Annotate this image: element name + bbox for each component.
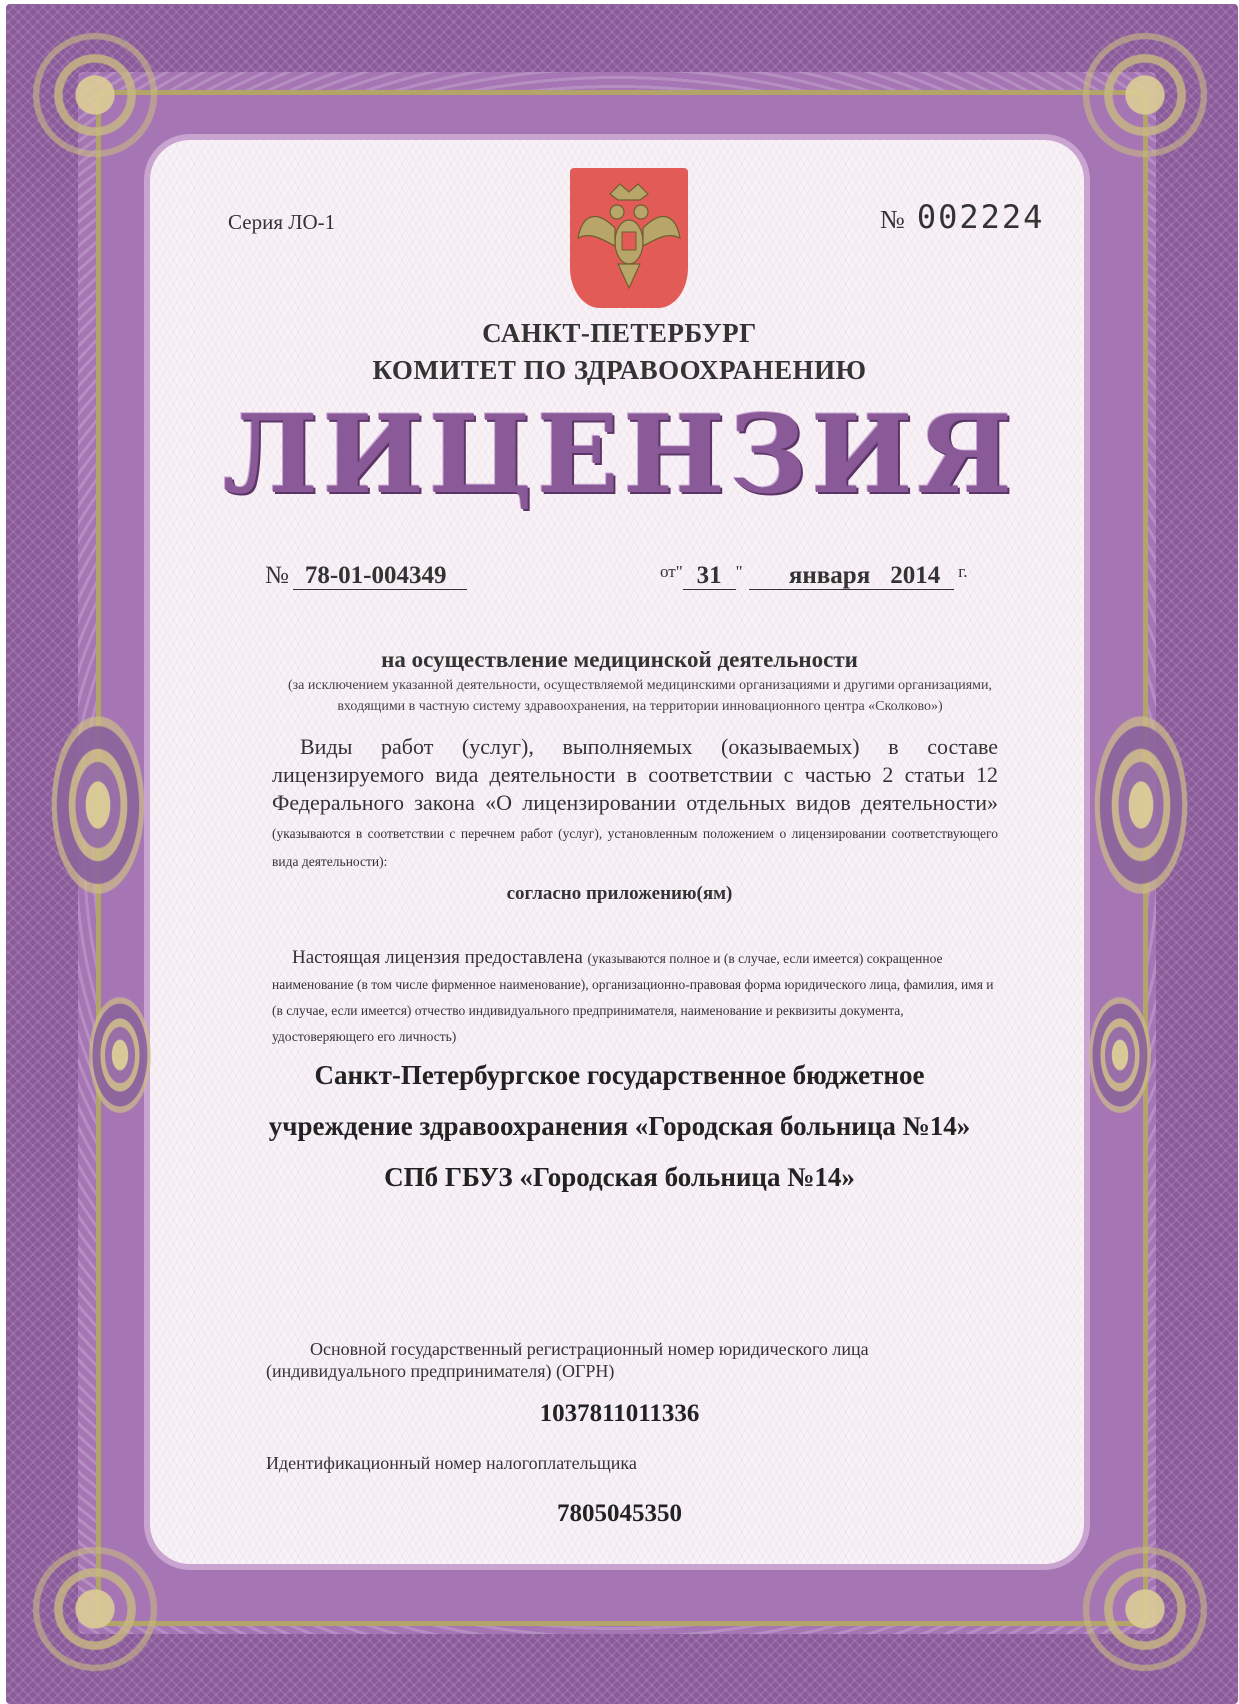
date-year-suffix: г. (958, 562, 968, 581)
corner-ornament-icon (20, 1534, 170, 1684)
date-prefix: от (660, 562, 676, 581)
corner-ornament-icon (20, 20, 170, 170)
annex-reference: согласно приложению(ям) (506, 883, 733, 904)
date-month: января (749, 562, 884, 590)
activity-title: на осуществление медицинской деятельности (381, 647, 858, 672)
license-number-sign: № (265, 562, 289, 589)
organization-name-line1: Санкт-Петербургское государственное бюджетное (314, 1060, 925, 1090)
corner-ornament-icon (1070, 20, 1220, 170)
works-note: (указываются в соответствии с перечнем работ (услуг), установленным положением о лицензировании соответствующего вида деятельности): (272, 826, 998, 869)
document-title: ЛИЦЕНЗИЯ (222, 392, 1017, 518)
side-medallion-icon (80, 980, 160, 1130)
city-heading: САНКТ-ПЕТЕРБУРГ (482, 318, 757, 348)
series-label: Серия ЛО-1 (228, 210, 336, 234)
ogrn-value: 1037811011336 (539, 1400, 700, 1427)
date-year: 2014 (884, 562, 954, 590)
form-number-value: 002224 (916, 198, 1045, 236)
inn-label: Идентификационный номер налогоплательщика (266, 1453, 637, 1473)
license-date: $^{от"}$ 31 " января 2014 $^{г.}$ (660, 562, 968, 589)
activity-note: (за исключением указанной деятельности, осуществляемой медицинскими организациями и другими организациями, входящими в частную систему здравоохранения, на территории инновационного центра «Сколково») (287, 678, 993, 714)
license-number-value: 78-01-004349 (293, 562, 467, 590)
license-number (265, 562, 467, 590)
organization-name-line2: учреждение здравоохранения «Городская больница №14» (268, 1111, 971, 1141)
inn-value: 7805045350 (557, 1500, 682, 1527)
works-paragraph (272, 733, 998, 873)
date-day: 31 (683, 562, 736, 590)
committee-heading: КОМИТЕТ ПО ЗДРАВООХРАНЕНИЮ (372, 355, 867, 385)
granted-paragraph (272, 945, 1000, 1049)
granted-text: Настоящая лицензия предоставлена (292, 947, 583, 968)
granted-note: (указываются полное и (в случае, если имеется) сокращенное наименование (в том числе фирменное наименование), организационно-правовая форма юридического лица, фамилия, имя и (в случае, если имеется) отчество индивидуального предпринимателя, наименование и реквизиты документа, удостоверяющего его личность) (272, 951, 994, 1044)
works-text: Виды работ (услуг), выполняемых (оказываемых) в составе лицензируемого вида деятельности в соответствии с частью 2 статьи 12 Федерального закона «О лицензировании отдельных видов деятельности» (272, 734, 998, 815)
coat-of-arms-icon (570, 168, 688, 308)
ogrn-label: Основной государственный регистрационный номер юридического лица (индивидуального предпринимателя) (ОГРН) (266, 1339, 869, 1381)
corner-ornament-icon (1070, 1534, 1220, 1684)
form-number (880, 198, 1044, 236)
side-medallion-icon (1080, 980, 1160, 1130)
number-sign: № (880, 205, 907, 234)
organization-short-name: СПб ГБУЗ «Городская больница №14» (384, 1162, 855, 1192)
